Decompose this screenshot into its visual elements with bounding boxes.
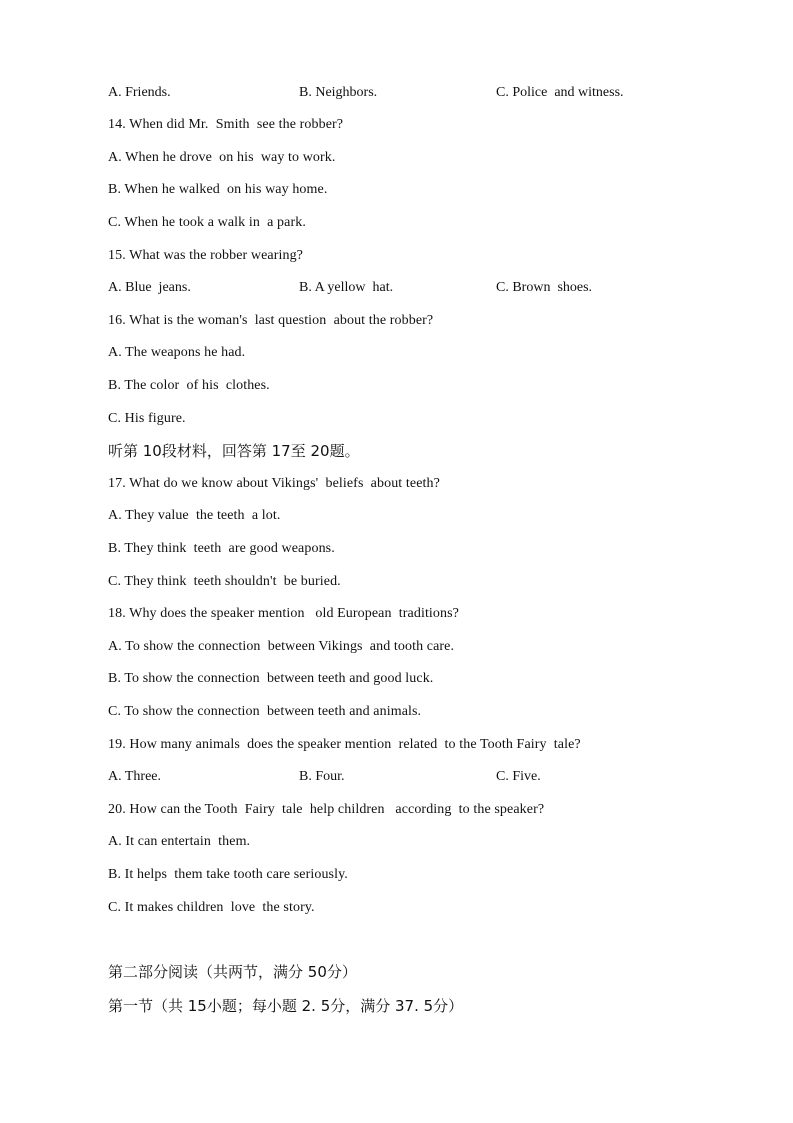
q13-option-b: B. Neighbors. <box>299 85 378 100</box>
q18-option-a: A. To show the connection between Vikings and tooth care. <box>108 639 455 654</box>
q19-question: 19. How many animals does the speaker mention related to the Tooth Fairy tale? <box>108 737 581 752</box>
part-two-heading: 第二部分阅读（共两节，满分 50分） <box>108 963 357 981</box>
q17-question: 17. What do we know about Vikings' beliefs about teeth? <box>108 476 440 491</box>
q18-option-c: C. To show the connection between teeth and animals. <box>108 704 422 719</box>
q20-option-b: B. It helps them take tooth care seriously. <box>108 867 348 882</box>
q15-option-b: B. A yellow hat. <box>299 280 394 295</box>
q17-option-a: A. They value the teeth a lot. <box>108 508 281 523</box>
q14-option-b: B. When he walked on his way home. <box>108 182 328 197</box>
q16-question: 16. What is the woman's last question about the robber? <box>108 313 434 328</box>
q15-question: 15. What was the robber wearing? <box>108 248 303 263</box>
q16-option-a: A. The weapons he had. <box>108 345 246 360</box>
q14-option-a: A. When he drove on his way to work. <box>108 150 336 165</box>
q16-option-b: B. The color of his clothes. <box>108 378 270 393</box>
q14-option-c: C. When he took a walk in a park. <box>108 215 306 230</box>
q15-option-a: A. Blue jeans. <box>108 280 191 295</box>
q20-option-a: A. It can entertain them. <box>108 834 251 849</box>
q17-option-b: B. They think teeth are good weapons. <box>108 541 335 556</box>
q16-option-c: C. His figure. <box>108 411 186 426</box>
q13-option-c: C. Police and witness. <box>496 85 624 100</box>
q17-option-c: C. They think teeth shouldn't be buried. <box>108 574 341 589</box>
q14-question: 14. When did Mr. Smith see the robber? <box>108 117 344 132</box>
q18-option-b: B. To show the connection between teeth and good luck. <box>108 671 434 686</box>
q19-option-c: C. Five. <box>496 769 541 784</box>
section-10-instruction: 听第 10段材料，回答第 17至 20题。 <box>108 442 360 460</box>
q15-option-c: C. Brown shoes. <box>496 280 593 295</box>
q18-question: 18. Why does the speaker mention old European traditions? <box>108 606 459 621</box>
q19-option-a: A. Three. <box>108 769 161 784</box>
q19-option-b: B. Four. <box>299 769 345 784</box>
part-two-section-one: 第一节（共 15小题；每小题 2. 5分，满分 37. 5分） <box>108 997 464 1015</box>
q13-option-a: A. Friends. <box>108 85 171 100</box>
q20-question: 20. How can the Tooth Fairy tale help children according to the speaker? <box>108 802 545 817</box>
q20-option-c: C. It makes children love the story. <box>108 900 315 915</box>
